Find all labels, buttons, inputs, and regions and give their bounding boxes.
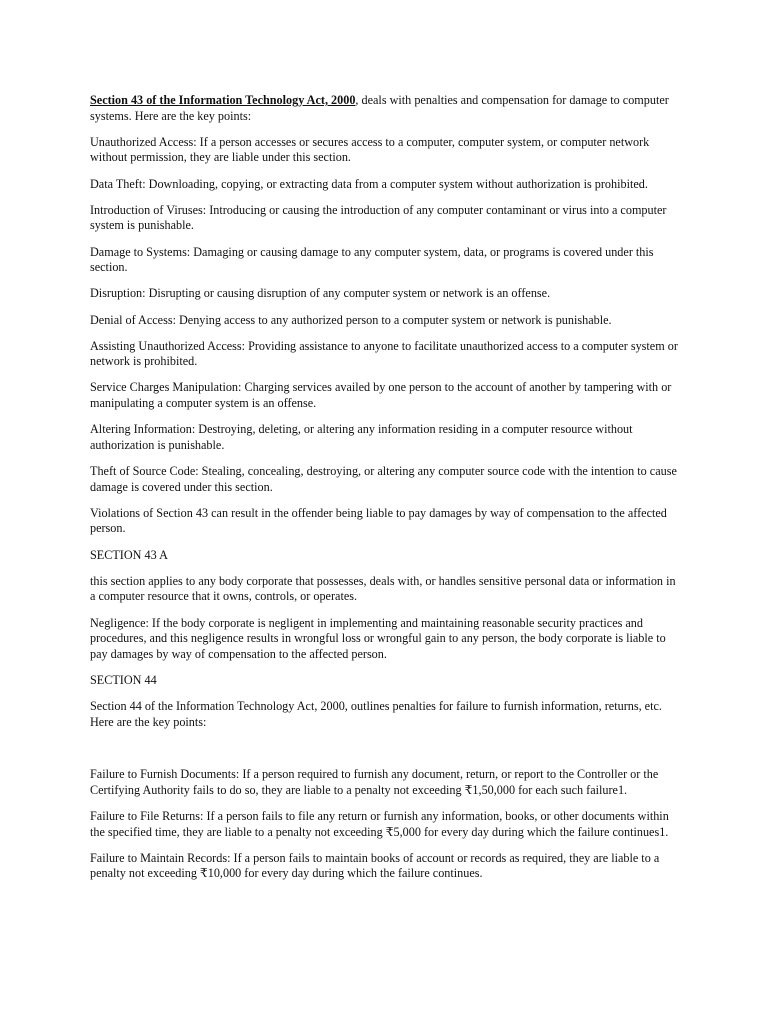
point-damage-to-systems: Damage to Systems: Damaging or causing damage to any computer system, data, or programs is covered under this section. <box>90 244 654 275</box>
intro-text: , deals with penalties and compensation for damage to computer systems. Here are the key points: <box>90 93 669 123</box>
point-introduction-of-viruses: Introduction of Viruses: Introducing or causing the introduction of any computer contaminant or virus into a computer system is punishable. <box>90 202 667 233</box>
point-assisting-unauthorized-access: Assisting Unauthorized Access: Providing assistance to anyone to facilitate unauthorized access to a computer system or network is prohibited. <box>90 338 678 369</box>
section-43a-heading: SECTION 43 A <box>90 547 168 562</box>
section-43a-scope: this section applies to any body corporate that possesses, deals with, or handles sensitive personal data or information in a computer resource that it owns, controls, or operates. <box>90 573 676 604</box>
point-failure-to-file-returns: Failure to File Returns: If a person fails to file any return or furnish any information, books, or other documents within the specified time, they are liable to a penalty not exceeding ₹5,000 for every day during which the failure continues1. <box>90 809 669 839</box>
section-44-intro: Section 44 of the Information Technology Act, 2000, outlines penalties for failure to furnish information, returns, etc. Here are the key points: <box>90 699 662 729</box>
document-page <box>90 93 682 893</box>
point-disruption: Disruption: Disrupting or causing disruption of any computer system or network is an offense. <box>90 286 551 301</box>
section-44-heading: SECTION 44 <box>90 672 157 687</box>
section-43a-negligence: Negligence: If the body corporate is negligent in implementing and maintaining reasonable security practices and procedures, and this negligence results in wrongful loss or wrongful gain to any person, the body corporate is liable to pay damages by way of compensation to the affected person. <box>90 615 666 661</box>
point-unauthorized-access: Unauthorized Access: If a person accesses or secures access to a computer, computer system, or computer network without permission, they are liable under this section. <box>90 134 650 165</box>
point-data-theft: Data Theft: Downloading, copying, or extracting data from a computer system without authorization is prohibited. <box>90 176 648 191</box>
point-denial-of-access: Denial of Access: Denying access to any authorized person to a computer system or network is punishable. <box>90 312 612 327</box>
point-theft-of-source-code: Theft of Source Code: Stealing, concealing, destroying, or altering any computer source code with the intention to cause damage is covered under this section. <box>90 464 677 494</box>
point-failure-to-furnish-documents: Failure to Furnish Documents: If a person required to furnish any document, return, or report to the Controller or the Certifying Authority fails to do so, they are liable to a penalty not exceeding ₹1,50,000 for each such failure1. <box>90 767 659 797</box>
point-service-charges-manipulation: Service Charges Manipulation: Charging services availed by one person to the account of another by tampering with or manipulating a computer system is an offense. <box>90 380 672 411</box>
section-43-violations: Violations of Section 43 can result in the offender being liable to pay damages by way of compensation to the affected person. <box>90 505 667 536</box>
section-43-title-link[interactable]: Section 43 of the Information Technology Act, 2000 <box>90 93 356 107</box>
point-failure-to-maintain-records: Failure to Maintain Records: If a person fails to maintain books of account or records as required, they are liable to a penalty not exceeding ₹10,000 for every day during which the failure continues. <box>90 850 660 881</box>
intro-paragraph <box>90 93 682 124</box>
point-altering-information: Altering Information: Destroying, deleting, or altering any information residing in a computer resource without authorization is punishable. <box>90 422 633 452</box>
